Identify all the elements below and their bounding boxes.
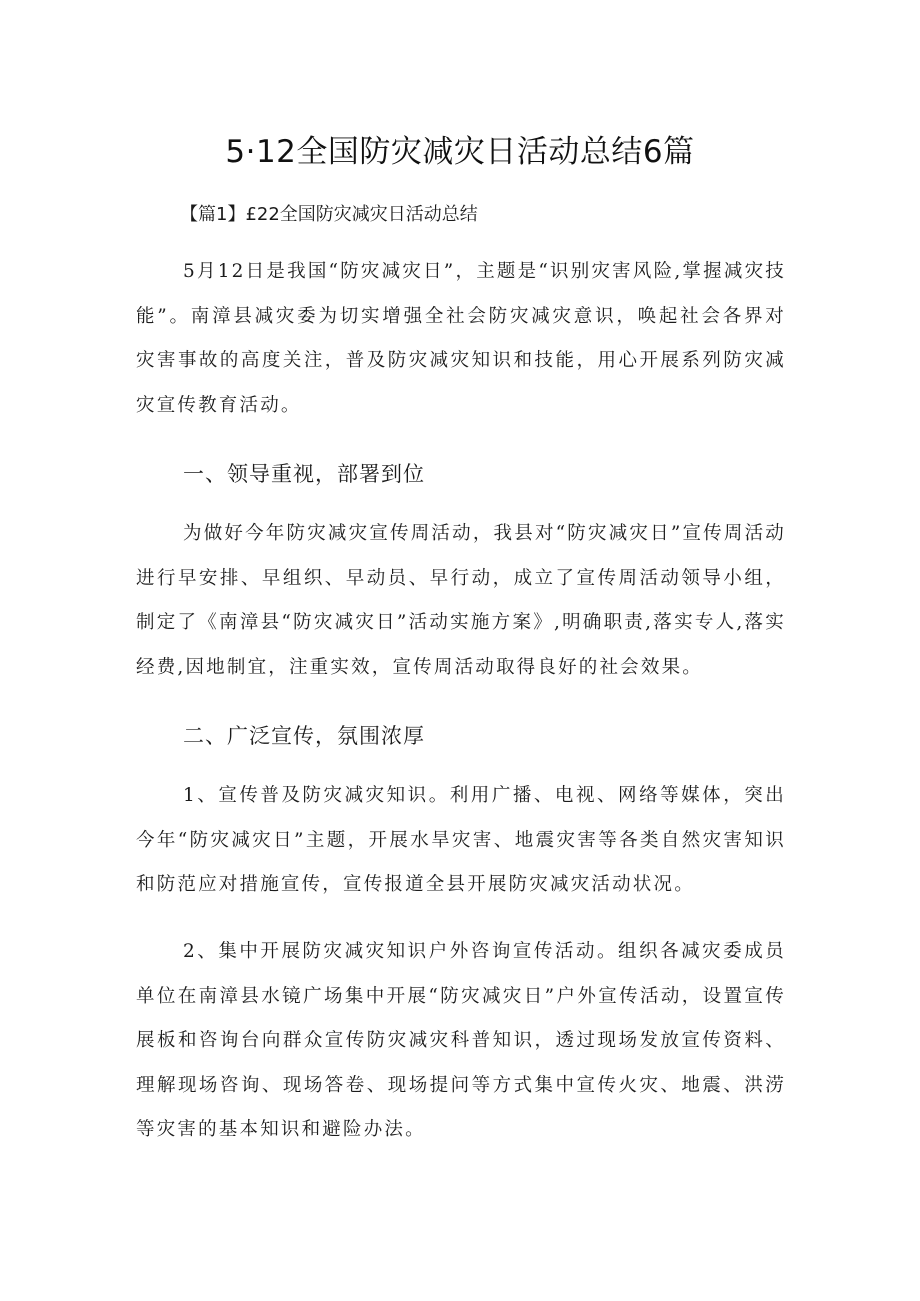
paragraph-intro: 5月12日是我国“防灾减灾日”，主题是“识别灾害风险,掌握减灾技能”。南漳县减灾委为切实增强全社会防灾减灾意识，唤起社会各界对灾害事故的高度关注，普及防灾减灾知识和技能，用心开展系列防灾减灾宣传教育活动。 (136, 261, 786, 416)
chapter-heading: 【篇1】£22全国防灾减灾日活动总结 (180, 204, 478, 225)
section-heading-2: 二、广泛宣传，氛围浓厚 (183, 724, 425, 748)
paragraph-publicity-1: 1、宣传普及防灾减灾知识。利用广播、电视、网络等媒体，突出今年“防灾减灾日”主题，开展水旱灾害、地震灾害等各类自然灾害知识和防范应对措施宣传，宣传报道全县开展防灾减灾活动状况。 (136, 785, 786, 896)
paragraph-publicity-2: 2、集中开展防灾减灾知识户外咨询宣传活动。组织各减灾委成员单位在南漳县水镜广场集中开展“防灾减灾日”户外宣传活动，设置宣传展板和咨询台向群众宣传防灾减灾科普知识，透过现场发放宣传资料、理解现场咨询、现场答卷、现场提问等方式集中宣传火灾、地震、洪涝等灾害的基本知识和避险办法。 (136, 941, 786, 1141)
section-heading-1: 一、领导重视，部署到位 (183, 462, 425, 486)
document-title: 5·12全国防灾减灾日活动总结6篇 (225, 134, 695, 170)
paragraph-leadership: 为做好今年防灾减灾宣传周活动，我县对“防灾减灾日”宣传周活动进行早安排、早组织、早动员、早行动，成立了宣传周活动领导小组，制定了《南漳县“防灾减灾日”活动实施方案》,明确职责,落实专人,落实经费,因地制宜，注重实效，宣传周活动取得良好的社会效果。 (136, 523, 786, 678)
